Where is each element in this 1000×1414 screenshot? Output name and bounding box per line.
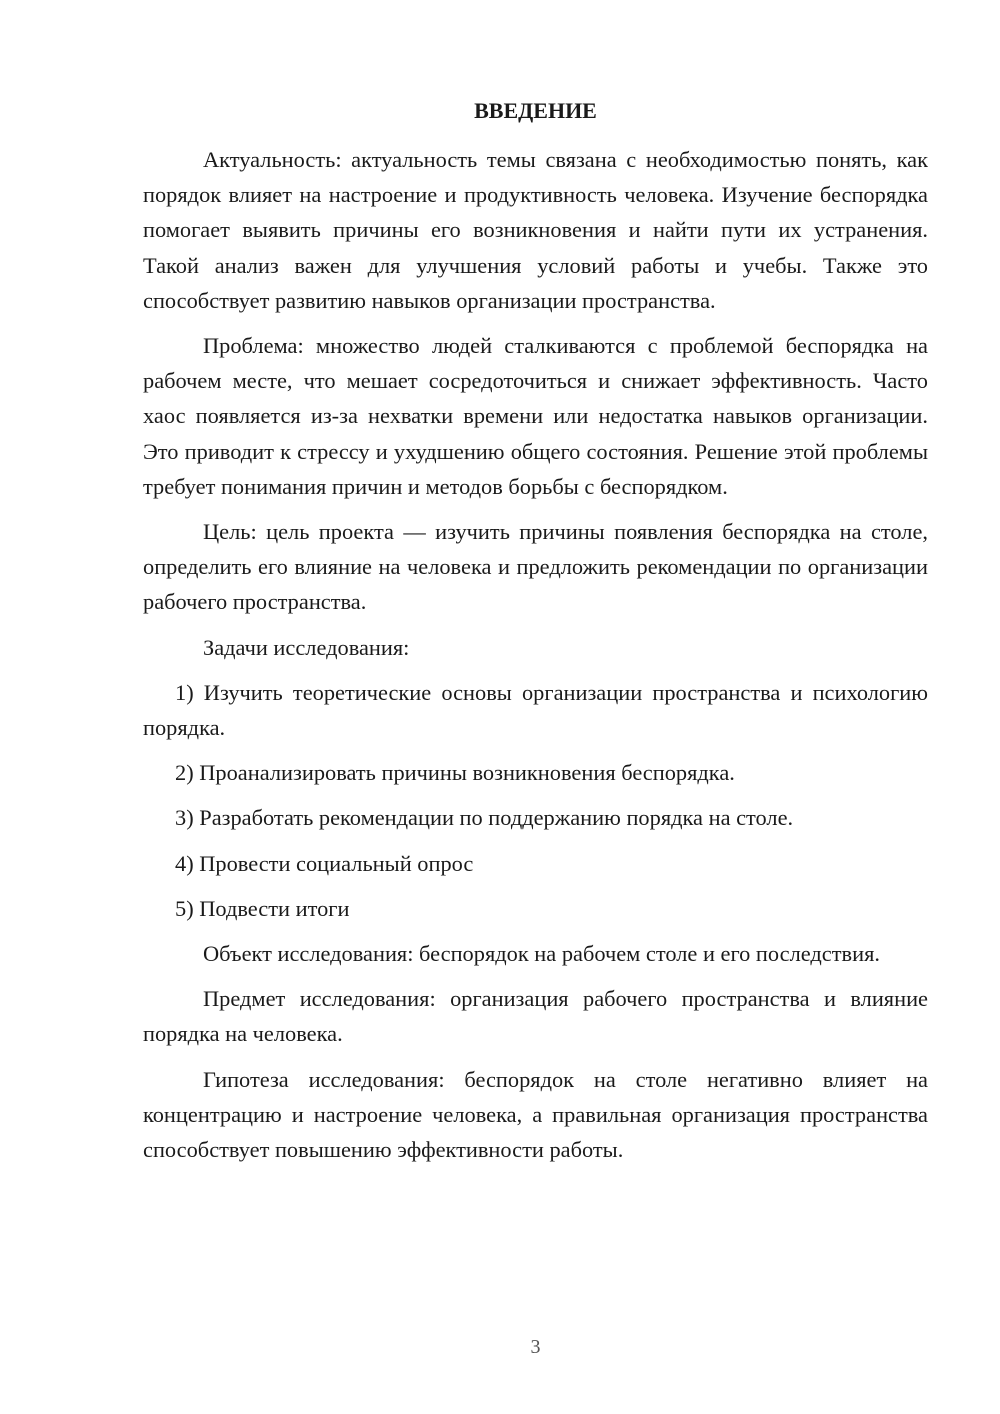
tasks-heading: Задачи исследования: xyxy=(203,634,410,660)
page-number: 3 xyxy=(530,1336,541,1358)
task-item-4: 4) Провести социальный опрос xyxy=(175,850,474,876)
paragraph-hypothesis: Гипотеза исследования: беспорядок на столе негативно влияет на концентрацию и настроение человека, а правильная организация пространства способствует повышению эффективности работы. xyxy=(143,1066,928,1163)
task-item-1: 1) Изучить теоретические основы организации пространства и психологию порядка. xyxy=(143,679,928,741)
task-item-5: 5) Подвести итоги xyxy=(175,895,350,921)
paragraph-goal: Цель: цель проекта — изучить причины появления беспорядка на столе, определить его влияние на человека и предложить рекомендации по организации рабочего пространства. xyxy=(143,519,928,615)
document-page xyxy=(143,0,928,1414)
page-title: ВВЕДЕНИЕ xyxy=(474,98,597,123)
task-item-2: 2) Проанализировать причины возникновения беспорядка. xyxy=(175,760,735,786)
paragraph-object: Объект исследования: беспорядок на рабочем столе и его последствия. xyxy=(203,941,880,967)
paragraph-relevance: Актуальность: актуальность темы связана с необходимостью понять, как порядок влияет на настроение и продуктивность человека. Изучение беспорядка помогает выявить причины его возникновения и найти пути их устранения. Такой анализ важен для улучшения условий работы и учебы. Также это способствует развитию навыков организации пространства. xyxy=(143,147,928,313)
paragraph-problem: Проблема: множество людей сталкиваются с проблемой беспорядка на рабочем месте, что мешает сосредоточиться и снижает эффективность. Часто хаос появляется из-за нехватки времени или недостатка навыков организации. Это приводит к стрессу и ухудшению общего состояния. Решение этой проблемы требует понимания причин и методов борьбы с беспорядком. xyxy=(143,333,928,499)
document-body xyxy=(143,142,928,1177)
paragraph-subject: Предмет исследования: организация рабочего пространства и влияние порядка на человека. xyxy=(143,986,928,1047)
task-item-3: 3) Разработать рекомендации по поддержанию порядка на столе. xyxy=(175,805,794,831)
